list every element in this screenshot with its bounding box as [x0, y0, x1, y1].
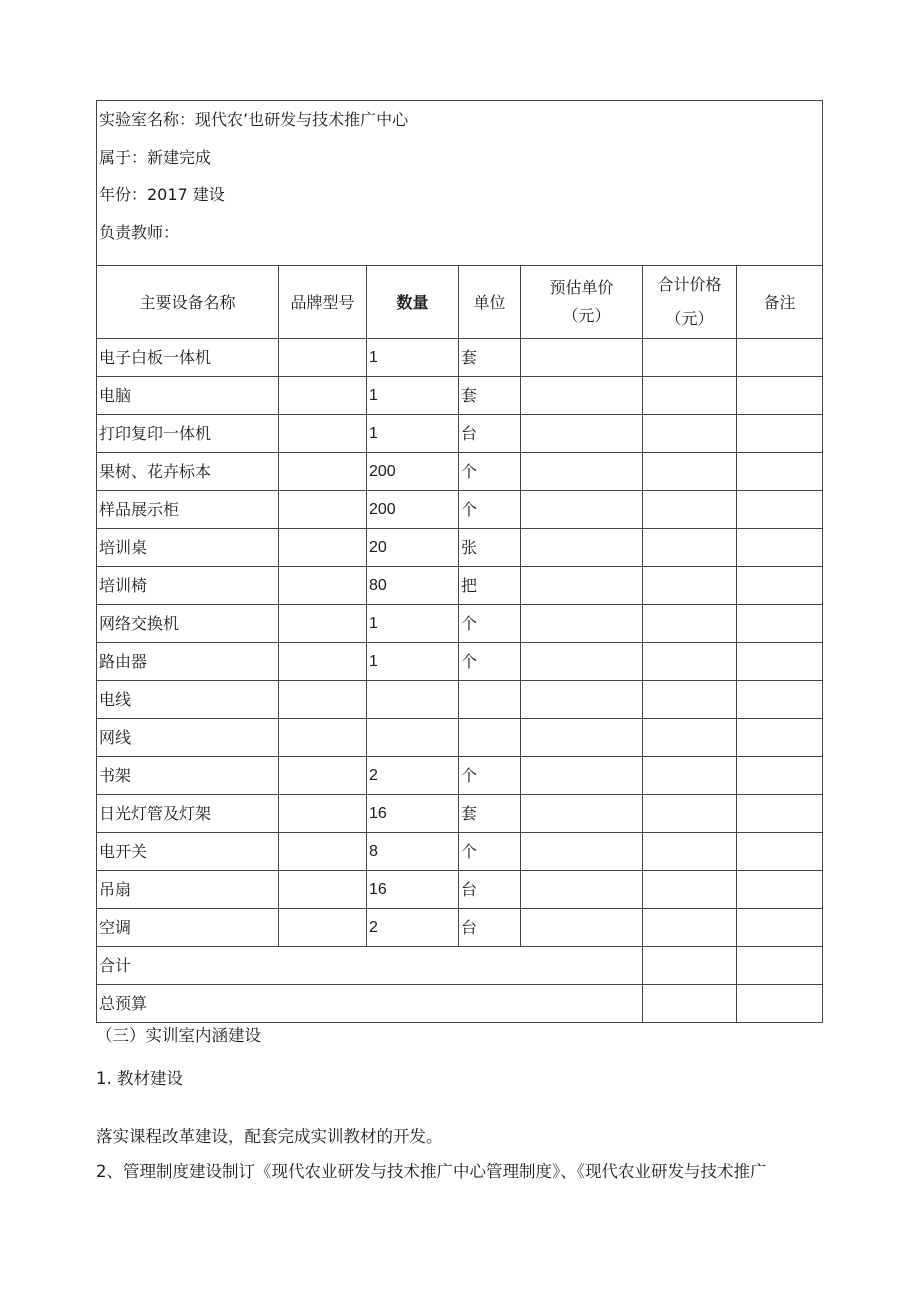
cell-unit: 套	[459, 795, 521, 833]
cell-unit-price	[521, 377, 643, 415]
cell-remark	[737, 377, 823, 415]
cell-remark	[737, 909, 823, 947]
budget-row-label: 总预算	[97, 985, 643, 1023]
cell-remark	[737, 605, 823, 643]
cell-model	[279, 453, 367, 491]
cell-quantity	[367, 681, 459, 719]
cell-remark	[737, 415, 823, 453]
cell-remark	[737, 339, 823, 377]
lab-belongs-to: 属于：新建完成	[99, 147, 212, 167]
lab-teacher: 负责教师：	[99, 222, 180, 242]
cell-total-price	[643, 529, 737, 567]
cell-remark	[737, 719, 823, 757]
cell-model	[279, 605, 367, 643]
cell-name: 日光灯管及灯架	[97, 795, 279, 833]
cell-remark	[737, 491, 823, 529]
cell-total-price	[643, 681, 737, 719]
cell-total-price	[643, 719, 737, 757]
cell-remark	[737, 757, 823, 795]
cell-unit-price	[521, 871, 643, 909]
header-unit-price-line1: 预估单价	[549, 278, 614, 297]
cell-unit: 套	[459, 377, 521, 415]
cell-unit: 个	[459, 491, 521, 529]
sum-row-remark	[737, 947, 823, 985]
cell-remark	[737, 833, 823, 871]
cell-name: 电线	[97, 681, 279, 719]
cell-unit-price	[521, 339, 643, 377]
cell-quantity: 1	[367, 377, 459, 415]
cell-total-price	[643, 833, 737, 871]
cell-quantity: 16	[367, 795, 459, 833]
section-item-2: 2、管理制度建设制订《现代农业研发与技术推广中心管理制度》、《现代农业研发与技术推广	[96, 1162, 767, 1181]
cell-unit: 个	[459, 453, 521, 491]
cell-unit-price	[521, 491, 643, 529]
cell-name: 打印复印一体机	[97, 415, 279, 453]
cell-model	[279, 529, 367, 567]
section-item-1: 1. 教材建设	[96, 1069, 183, 1088]
cell-remark	[737, 795, 823, 833]
cell-model	[279, 833, 367, 871]
header-total-price-line1: 合计价格	[657, 275, 722, 294]
header-unit: 单位	[459, 266, 521, 339]
sum-row-label: 合计	[97, 947, 643, 985]
budget-row-total-value	[643, 985, 737, 1023]
table-header-row	[97, 266, 823, 339]
cell-unit: 张	[459, 529, 521, 567]
cell-unit-price	[521, 605, 643, 643]
cell-total-price	[643, 643, 737, 681]
cell-unit-price	[521, 681, 643, 719]
lab-year: 年份：2017 建设	[99, 185, 225, 204]
table-row	[97, 605, 823, 643]
cell-name: 培训椅	[97, 567, 279, 605]
table-row	[97, 909, 823, 947]
cell-unit: 个	[459, 833, 521, 871]
cell-quantity: 8	[367, 833, 459, 871]
cell-model	[279, 643, 367, 681]
cell-name: 电开关	[97, 833, 279, 871]
cell-model	[279, 567, 367, 605]
cell-unit: 把	[459, 567, 521, 605]
cell-name: 网线	[97, 719, 279, 757]
budget-row-remark	[737, 985, 823, 1023]
header-quantity: 数量	[367, 266, 459, 339]
cell-model	[279, 719, 367, 757]
cell-remark	[737, 643, 823, 681]
cell-quantity: 2	[367, 909, 459, 947]
cell-total-price	[643, 415, 737, 453]
cell-unit-price	[521, 719, 643, 757]
cell-total-price	[643, 795, 737, 833]
table-row	[97, 757, 823, 795]
cell-remark	[737, 453, 823, 491]
cell-quantity: 20	[367, 529, 459, 567]
lab-name: 实验室名称：现代农’也研发与技术推广中心	[99, 110, 409, 129]
cell-quantity: 16	[367, 871, 459, 909]
cell-total-price	[643, 871, 737, 909]
lab-info-cell	[97, 101, 823, 266]
header-remark: 备注	[737, 266, 823, 339]
cell-total-price	[643, 605, 737, 643]
cell-unit: 个	[459, 757, 521, 795]
table-row	[97, 339, 823, 377]
header-unit-price-line2: （元）	[562, 306, 611, 325]
cell-unit-price	[521, 453, 643, 491]
cell-model	[279, 377, 367, 415]
cell-total-price	[643, 377, 737, 415]
cell-quantity: 1	[367, 643, 459, 681]
cell-name: 样品展示柜	[97, 491, 279, 529]
cell-quantity: 80	[367, 567, 459, 605]
cell-unit-price	[521, 757, 643, 795]
table-row	[97, 681, 823, 719]
cell-name: 书架	[97, 757, 279, 795]
cell-unit-price	[521, 529, 643, 567]
section-heading: （三）实训室内涵建设	[96, 1026, 261, 1045]
cell-unit: 个	[459, 643, 521, 681]
header-unit-price	[521, 266, 643, 339]
cell-unit-price	[521, 833, 643, 871]
cell-remark	[737, 529, 823, 567]
cell-name: 电脑	[97, 377, 279, 415]
equipment-sheet	[96, 100, 822, 1023]
cell-unit: 台	[459, 909, 521, 947]
cell-model	[279, 757, 367, 795]
cell-unit	[459, 719, 521, 757]
header-total-price-line2: （元）	[665, 309, 714, 328]
table-row	[97, 529, 823, 567]
cell-name: 空调	[97, 909, 279, 947]
cell-model	[279, 871, 367, 909]
sum-row-total-value	[643, 947, 737, 985]
cell-quantity: 200	[367, 491, 459, 529]
cell-quantity: 2	[367, 757, 459, 795]
cell-unit-price	[521, 567, 643, 605]
cell-model	[279, 909, 367, 947]
header-name: 主要设备名称	[97, 266, 279, 339]
cell-total-price	[643, 567, 737, 605]
cell-unit-price	[521, 643, 643, 681]
cell-model	[279, 415, 367, 453]
header-total-price	[643, 266, 737, 339]
cell-model	[279, 491, 367, 529]
table-row	[97, 833, 823, 871]
cell-quantity: 1	[367, 605, 459, 643]
header-brand-model: 品牌型号	[279, 266, 367, 339]
table-row	[97, 795, 823, 833]
table-row	[97, 377, 823, 415]
cell-unit: 台	[459, 871, 521, 909]
table-row	[97, 719, 823, 757]
cell-total-price	[643, 909, 737, 947]
cell-name: 果树、花卉标本	[97, 453, 279, 491]
cell-quantity: 1	[367, 339, 459, 377]
cell-name: 吊扇	[97, 871, 279, 909]
cell-unit	[459, 681, 521, 719]
cell-remark	[737, 681, 823, 719]
cell-model	[279, 339, 367, 377]
cell-total-price	[643, 453, 737, 491]
cell-total-price	[643, 339, 737, 377]
cell-unit: 套	[459, 339, 521, 377]
table-row	[97, 491, 823, 529]
cell-unit: 台	[459, 415, 521, 453]
cell-name: 路由器	[97, 643, 279, 681]
cell-remark	[737, 871, 823, 909]
cell-quantity: 200	[367, 453, 459, 491]
cell-quantity	[367, 719, 459, 757]
cell-unit: 个	[459, 605, 521, 643]
cell-unit-price	[521, 795, 643, 833]
cell-remark	[737, 567, 823, 605]
cell-name: 网络交换机	[97, 605, 279, 643]
cell-quantity: 1	[367, 415, 459, 453]
equipment-table	[96, 100, 823, 1023]
table-row	[97, 453, 823, 491]
cell-name: 电子白板一体机	[97, 339, 279, 377]
table-row	[97, 643, 823, 681]
cell-total-price	[643, 491, 737, 529]
cell-unit-price	[521, 415, 643, 453]
cell-model	[279, 795, 367, 833]
sum-row	[97, 947, 823, 985]
cell-total-price	[643, 757, 737, 795]
table-row	[97, 567, 823, 605]
cell-unit-price	[521, 909, 643, 947]
table-row	[97, 871, 823, 909]
section-paragraph-1: 落实课程改革建设，配套完成实训教材的开发。	[96, 1127, 443, 1146]
budget-row	[97, 985, 823, 1023]
table-row	[97, 415, 823, 453]
cell-model	[279, 681, 367, 719]
cell-name: 培训桌	[97, 529, 279, 567]
